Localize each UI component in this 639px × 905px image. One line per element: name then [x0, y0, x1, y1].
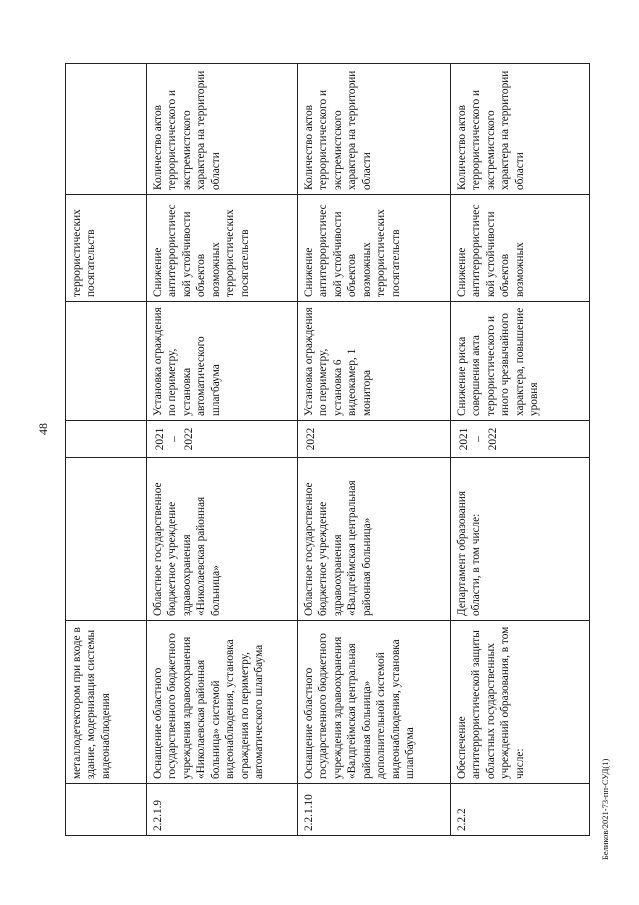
executor	[66, 458, 147, 621]
period: 2022	[298, 421, 451, 458]
period	[66, 421, 147, 458]
table-row	[66, 64, 147, 836]
table-row	[147, 64, 298, 836]
item-number	[66, 784, 147, 836]
event-description: металлодетектором при входе в здание, модернизация системы видеонаблюдения	[66, 621, 147, 784]
table-row	[451, 64, 590, 836]
item-number: 2.2.2	[451, 784, 590, 836]
executor: Департамент образования области, в том числе:	[451, 458, 590, 621]
item-number: 2.2.1.10	[298, 784, 451, 836]
risk: террористических посягательств	[66, 195, 147, 302]
period: 2021 – 2022	[451, 421, 590, 458]
event-description: Оснащение областного государственного бюджетного учреждения здравоохранения «Николаевская районная больница» системой видеонаблюдения, установка ограждения по периметру, автоматического шлагбаума	[147, 621, 298, 784]
event-description: Оснащение областного государственного бюджетного учреждения здравоохранения «Валдгеймская центральная районная больница» дополнительной системой видеонаблюдения, установка шлагбаума	[298, 621, 451, 784]
document-reference: Беликов/2021-73-пп-СУД(1)	[600, 758, 610, 860]
rotated-table-container	[65, 64, 589, 836]
executor: Областное государственное бюджетное учреждение здравоохранения «Валдгеймская центральная районная больница»	[298, 458, 451, 621]
expected-result	[66, 302, 147, 421]
indicator	[66, 64, 147, 195]
executor: Областное государственное бюджетное учреждение здравоохранения «Николаевская районная больница»	[147, 458, 298, 621]
indicator: Количество актов террористического и экстремистского характера на территории области	[147, 64, 298, 195]
risk: Снижение антитеррористической устойчивости объектов возможных террористических посягательств	[298, 195, 451, 302]
expected-result: Установка ограждения по периметру, установка автоматического шлагбаума	[147, 302, 298, 421]
item-number: 2.2.1.9	[147, 784, 298, 836]
expected-result: Установка ограждения по периметру, установка 6 видеокамер, 1 монитора	[298, 302, 451, 421]
expected-result: Снижение риска совершения акта террористического и иного чрезвычайного характера, повышение уровня	[451, 302, 590, 421]
event-description: Обеспечение антитеррористической защиты областных государственных учреждений образования, в том числе:	[451, 621, 590, 784]
table-row	[298, 64, 451, 836]
indicator: Количество актов террористического и экстремистского характера на территории области	[298, 64, 451, 195]
risk: Снижение антитеррористической устойчивости объектов возможных	[451, 195, 590, 302]
program-measures-table	[65, 63, 590, 836]
period: 2021 – 2022	[147, 421, 298, 458]
indicator: Количество актов террористического и экстремистского характера на территории области	[451, 64, 590, 195]
page-number: 48	[36, 423, 50, 435]
risk: Снижение антитеррористической устойчивости объектов возможных террористических посягательств	[147, 195, 298, 302]
